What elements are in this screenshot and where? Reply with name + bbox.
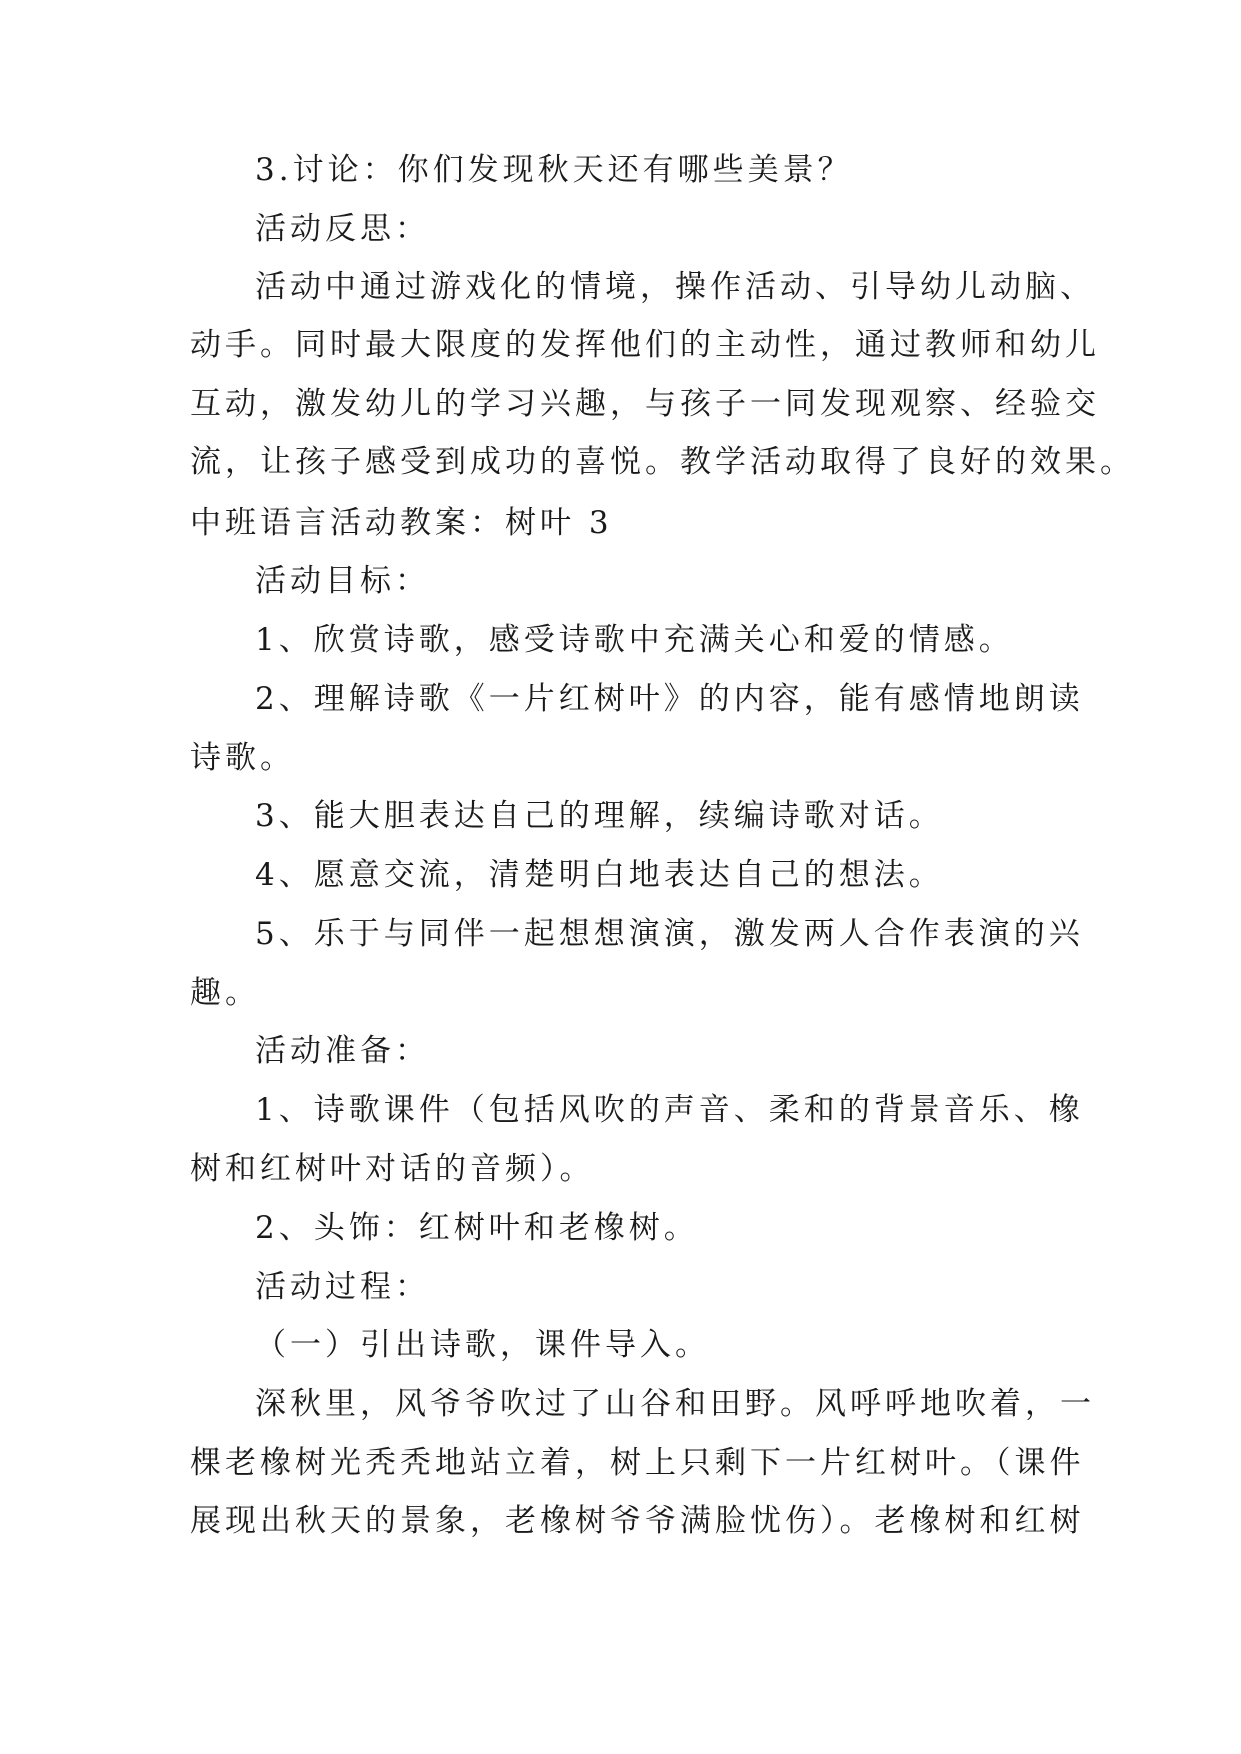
discussion-item: 3.讨论：你们发现秋天还有哪些美景？ — [255, 152, 853, 188]
paragraph-line: 活动中通过游戏化的情境，操作活动、引导幼儿动脑、 — [255, 269, 1095, 305]
subsection-heading: （一）引出诗歌，课件导入。 — [255, 1327, 710, 1363]
list-item: 1、诗歌课件（包括风吹的声音、柔和的背景音乐、橡 — [255, 1092, 1084, 1128]
list-item: 4、愿意交流，清楚明白地表达自己的想法。 — [255, 857, 944, 893]
list-item-continuation: 树和红树叶对话的音频）。 — [190, 1151, 595, 1187]
section-heading: 活动准备： — [255, 1033, 430, 1069]
list-item: 5、乐于与同伴一起想想演演，激发两人合作表演的兴 — [255, 916, 1084, 952]
list-item: 3、能大胆表达自己的理解，续编诗歌对话。 — [255, 798, 944, 834]
paragraph-line: 互动，激发幼儿的学习兴趣，与孩子一同发现观察、经验交 — [190, 386, 1100, 422]
paragraph-line: 棵老橡树光秃秃地站立着，树上只剩下一片红树叶。（课件 — [190, 1445, 1085, 1481]
list-item: 2、头饰：红树叶和老橡树。 — [255, 1210, 699, 1246]
list-item-continuation: 诗歌。 — [190, 740, 295, 776]
document-title: 中班语言活动教案：树叶 3 — [190, 505, 613, 541]
list-item-continuation: 趣。 — [190, 975, 260, 1011]
list-item: 1、欣赏诗歌，感受诗歌中充满关心和爱的情感。 — [255, 622, 1014, 658]
section-heading: 活动目标： — [255, 563, 430, 599]
section-heading: 活动过程： — [255, 1269, 430, 1305]
list-item: 2、理解诗歌《一片红树叶》的内容，能有感情地朗读 — [255, 681, 1084, 717]
paragraph-line: 展现出秋天的景象，老橡树爷爷满脸忧伤）。老橡树和红树 — [190, 1503, 1085, 1539]
paragraph-line: 动手。同时最大限度的发挥他们的主动性，通过教师和幼儿 — [190, 327, 1100, 363]
paragraph-line: 深秋里，风爷爷吹过了山谷和田野。风呼呼地吹着，一 — [255, 1386, 1095, 1422]
paragraph-line: 流，让孩子感受到成功的喜悦。教学活动取得了良好的效果。 — [190, 444, 1135, 480]
section-heading: 活动反思： — [255, 211, 430, 247]
